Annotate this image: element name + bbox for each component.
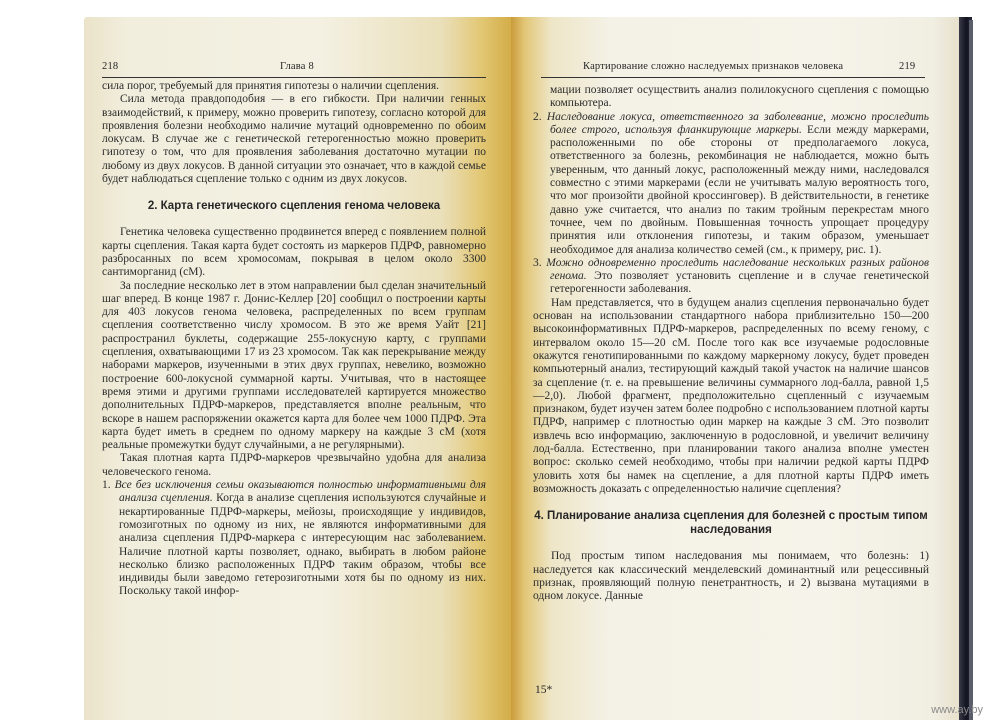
list-item-text: Это позволяет установить сцепление и в случае генетической гетерогенности заболевания. (550, 270, 929, 296)
paragraph: За последние несколько лет в этом направлении был сделан значительный шаг вперед. В конце 1987 г. Донис-Келлер [20] сообщил о построении карты для 403 локусов генома человека, распределенных по всем группам сцепления соответственно числу хромосом. В это же время Уайт [21] распространил буклеты, содержащие 255-локусную карту, с группами сцепления, охватывающими 17 из 23 хромосом. Так как перекрывание между наборами маркеров, изученными в этих двух группах, невелико, возможно построение 600-локусной суммарной карты. Учитывая, что в настоящее время этими и другими группами исследователей картируется множество дополнительных ПДРФ-маркеров, представляется вполне реальным, что вскоре в нашем распоряжении окажется карта для более чем 1000 ПДРФ. Эта карта будет иметь в среднем по одному маркеру на каждые 3 сМ (хотя реальные промежутки будут случайными, а не регулярными). (102, 279, 486, 452)
section-spacer (533, 537, 929, 550)
running-head-right: Картирование сложно наследуемых признаков человека (583, 61, 844, 72)
list-number: 3. (533, 256, 547, 269)
header-rule-right (541, 77, 925, 78)
section-spacer (533, 496, 929, 509)
signature-mark: 15* (535, 684, 553, 696)
list-item-text: Если между маркерами, расположенными по обе стороны от предполагаемого локуса, ответственного за болезнь, рекомбинация не наблюдается, можно быть уверенным, что данный локус, расположенный между ними, наследовался совместно с этими маркерами (если не учитывать малую вероятность того, что мог произойти двойной кроссинговер). В действительности, в генетике давно уже считается, что анализ по таким тройным перекрестам много точнее, чем по двойным. Повышенная точность упрощает процедуру принятия или отклонения гипотезы, и таким образом, уменьшает необходимое для анализа количество семей (см., к примеру, рис. 1). (550, 123, 929, 256)
list-item (533, 111, 929, 257)
text-column-right (533, 84, 929, 603)
page-number-right: 219 (899, 61, 916, 72)
list-item (102, 479, 486, 599)
paragraph: Под простым типом наследования мы понимаем, что болезнь: 1) наследуется как классический менделевский доминантный или рецессивный признак, проявляющий полную пенетрантность, и 2) вызвана мутациями в одном локусе. Данные (533, 550, 929, 603)
page-number-left: 218 (102, 61, 119, 72)
watermark: www.ay.by (931, 704, 983, 716)
list-item-text: Когда в анализе сцепления используются случайные и некартированные ПДРФ-маркеры, мейозы, происходящие у индивидов, гомозиготных по одному из них, не являются информативными для анализа сцепления ПДРФ-маркера с интересующим нас заболеванием. Наличие плотной карты позволяет, однако, выбирать в любом районе несколько близко расположенных ПДРФ таким образом, чтобы все индивиды были заведомо гетерозиготными хотя бы по одному из них. Поскольку такой инфор- (119, 492, 486, 598)
list-number: 2. (533, 110, 547, 123)
running-head-left: Глава 8 (280, 61, 314, 72)
paragraph: Нам представляется, что в будущем анализ сцепления первоначально будет основан на использовании стандартного набора приблизительно 150—200 высокоинформативных ПДРФ-маркеров, распределенных по всему геному, с интервалом около 15—20 сМ. После того как все изучаемые родословные окажутся генотипированными по каждому маркерному локусу, будет проведен компьютерный анализ, тестирующий каждый такой участок на наличие шансов за сцепление (т. е. на превышение величины суммарного лод-балла, равной 1,5—2,0). Любой фрагмент, предположительно сцепленный с изучаемым признаком, будет изучен затем более подробно с использованием плотной карты ПДРФ, например с плотностью один маркер на каждые 3 сМ. Это позволит извлечь всю информацию, заключенную в родословной, и увеличит величину лод-балла. Естественно, при планировании такого анализа вполне уместен вопрос: сколько семей необходимо, чтобы при наличии редкой карты ПДРФ уловить хотя бы намек на сцепление, а для плотной карты ПДРФ иметь возможность доказать с определенностью наличие сцепления? (533, 296, 929, 495)
list-number: 1. (102, 479, 115, 492)
section-spacer (102, 213, 486, 226)
list-item-emphasis: Можно одновременно проследить наследование нескольких разных районов генома. (546, 256, 929, 283)
section-heading: 2. Карта генетического сцепления генома человека (147, 200, 441, 213)
section-heading: 4. Планирование анализа сцепления для болезней с простым типом наследования (534, 510, 928, 537)
paragraph: Такая плотная карта ПДРФ-маркеров чрезвычайно удобна для анализа человеческого генома. (102, 452, 486, 478)
section-spacer (102, 186, 486, 199)
text-column-left (102, 80, 486, 599)
list-item-emphasis: Наследование локуса, ответственного за заболевание, можно проследить более строго, используя фланкирующие маркеры. (546, 110, 930, 136)
paragraph: Генетика человека существенно продвинется вперед с появлением полной карты сцепления. Такая карта будет состоять из маркеров ПДРФ, равномерно разбросанных по всем хромосомам, покрывая в целом около 3300 сантиморганид (сМ). (102, 226, 486, 279)
header-rule-left (102, 77, 486, 78)
paragraph: сила порог, требуемый для принятия гипотезы о наличии сцепления. (102, 80, 440, 92)
book-cover-edge (969, 20, 973, 720)
paragraph: мации позволяет осуществить анализ полилокусного сцепления с помощью компьютера. (550, 84, 929, 110)
paragraph: Сила метода правдоподобия — в его гибкости. При наличии генных взаимодействий, к примеру, можно проверить гипотезу, согласно которой для проявления болезни необходимо наличие мутаций одновременно по обоим локусам. В случае же с генетической гетерогенностью можно проверить гипотезу о том, что для проявления заболевания достаточно мутации по любому из двух локусов. В данной ситуации это означает, что в каждой семье будет наблюдаться сцепление только с одним из двух локусов. (102, 93, 486, 186)
right-page (511, 17, 960, 720)
list-item-emphasis: Все без исключения семьи оказываются полностью информативными для анализа сцепления. (114, 479, 487, 505)
left-page (84, 17, 511, 720)
list-item (533, 257, 929, 297)
